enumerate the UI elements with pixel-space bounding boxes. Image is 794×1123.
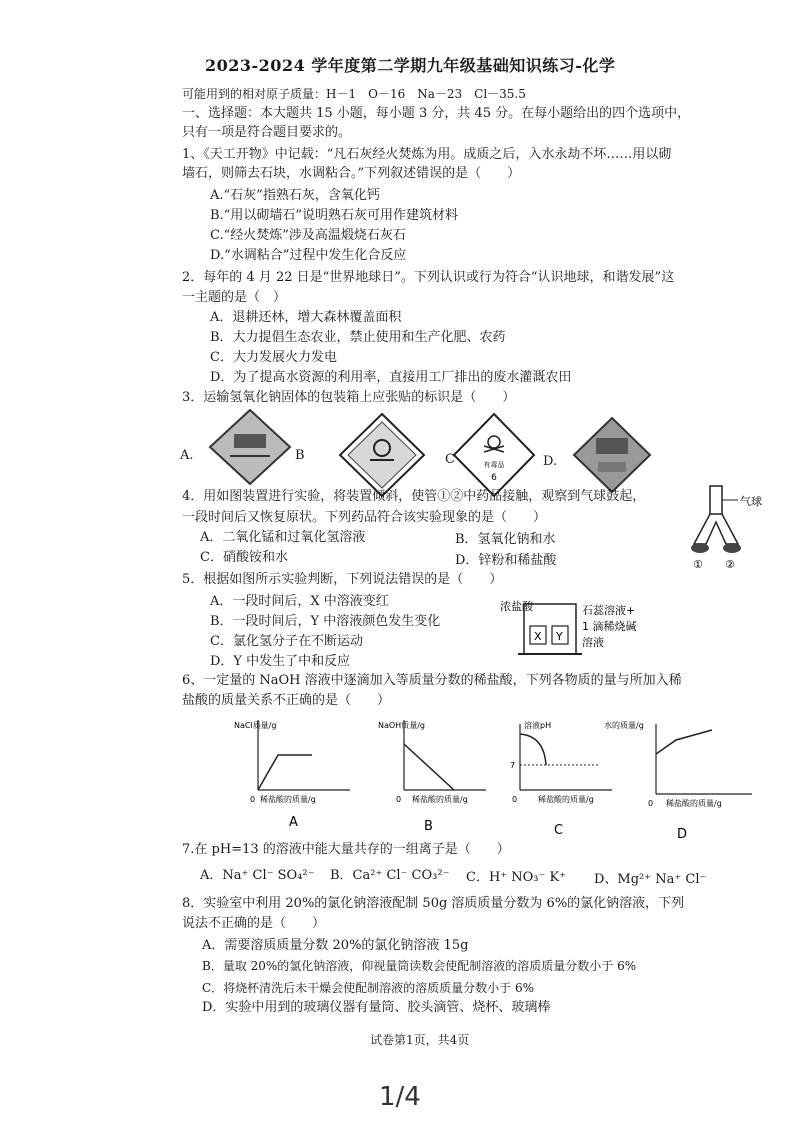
q6-stem-line2: 盐酸的质量关系不正确的是（ ） bbox=[182, 693, 391, 708]
q7-stem: 7.在 pH=13 的溶液中能大量共存的一组离子是（ ） bbox=[182, 842, 510, 857]
graph-a bbox=[234, 720, 350, 830]
graph-a-curve bbox=[258, 755, 312, 790]
q1-option-b: B.“用以砌墙石”说明熟石灰可用作建筑材料 bbox=[210, 208, 458, 223]
q1-option-d: D.“水调粘合”过程中发生化合反应 bbox=[210, 248, 407, 263]
q4-option-b: B．氢氧化钠和水 bbox=[455, 532, 556, 547]
graph-c-xlabel: 稀盐酸的质量/g bbox=[538, 795, 594, 804]
q5-option-d: D．Y 中发生了中和反应 bbox=[210, 654, 351, 669]
q5-left-label: 浓盐酸 bbox=[500, 600, 533, 613]
q2-option-a: A．退耕还林，增大森林覆盖面积 bbox=[210, 310, 402, 325]
q5-apparatus bbox=[496, 596, 696, 662]
page-footer: 试卷第1页，共4页 bbox=[370, 1033, 470, 1047]
page-indicator: 1/4 bbox=[379, 1082, 421, 1112]
graph-d bbox=[604, 720, 752, 838]
graph-a-xlabel: 稀盐酸的质量/g bbox=[260, 795, 316, 804]
section-heading-line2: 只有一项是符合题目要求的。 bbox=[182, 125, 352, 140]
q5-option-a: A．一段时间后，X 中溶液变红 bbox=[210, 594, 389, 609]
graph-c-tick-7: 7 bbox=[510, 761, 516, 770]
sign-c-number: 6 bbox=[491, 473, 497, 483]
hazard-sign-d-icon bbox=[574, 418, 650, 492]
hazard-sign-a-icon bbox=[210, 410, 290, 484]
q3-label-b: B bbox=[295, 448, 305, 463]
graph-b-xlabel: 稀盐酸的质量/g bbox=[412, 795, 468, 804]
q5-stem: 5．根据如图所示实验判断，下列说法错误的是（ ） bbox=[182, 572, 503, 587]
graph-b-origin: 0 bbox=[396, 795, 402, 804]
beaker-x-label: X bbox=[534, 630, 542, 643]
q3-label-c: C bbox=[445, 452, 455, 467]
q1-option-c: C.“经火焚炼”涉及高温煅烧石灰石 bbox=[210, 228, 406, 243]
q7-option-b: B．Ca²⁺ Cl⁻ CO₃²⁻ bbox=[330, 868, 450, 883]
q4-option-d: D．锌粉和稀盐酸 bbox=[455, 553, 557, 568]
q6-stem-line1: 6、一定量的 NaOH 溶液中逐滴加入等质量分数的稀盐酸，下列各物质的量与所加入稀 bbox=[182, 673, 682, 688]
q3-label-a: A. bbox=[180, 448, 194, 463]
q7-option-d: D、Mg²⁺ Na⁺ Cl⁻ bbox=[594, 872, 707, 887]
graph-a-origin: 0 bbox=[250, 795, 256, 804]
q8-stem-line2: 说法不正确的是（ ） bbox=[182, 916, 326, 931]
q6-graphs bbox=[0, 710, 794, 838]
q8-option-d: D．实验中用到的玻璃仪器有量筒、胶头滴管、烧杯、玻璃棒 bbox=[202, 1000, 551, 1015]
q2-stem-line2: 一主题的是（ ） bbox=[182, 290, 287, 305]
graph-c-letter: C bbox=[554, 823, 564, 838]
q7-option-c: C．H⁺ NO₃⁻ K⁺ bbox=[466, 870, 567, 885]
q5-right-label-1: 石蕊溶液+ bbox=[582, 604, 636, 617]
graph-b bbox=[378, 720, 486, 834]
section-heading-line1: 一、选择题：本大题共 15 小题，每小题 3 分，共 45 分。在每小题给出的四个选项中， bbox=[182, 106, 691, 121]
tube-1-label: ① bbox=[693, 558, 703, 571]
q4-option-c: C．硝酸铵和水 bbox=[200, 550, 288, 565]
graph-a-ylabel: NaCl质量/g bbox=[234, 721, 277, 730]
graph-c-curve bbox=[520, 734, 546, 765]
q8-option-a: A．需要溶质质量分数 20%的氯化钠溶液 15g bbox=[202, 938, 469, 953]
graph-b-ylabel: NaOH质量/g bbox=[378, 721, 425, 730]
hazard-sign-c-icon bbox=[454, 414, 534, 496]
graph-a-letter: A bbox=[289, 815, 298, 830]
q2-option-b: B．大力提倡生态农业，禁止使用和生产化肥、农药 bbox=[210, 330, 506, 345]
sign-c-label: 有毒品 bbox=[483, 461, 505, 469]
q7-option-a: A．Na⁺ Cl⁻ SO₄²⁻ bbox=[200, 868, 315, 883]
q8-stem-line1: 8．实验室中利用 20%的氯化钠溶液配制 50g 溶质质量分数为 6%的氯化钠溶液，下列 bbox=[182, 896, 685, 911]
beaker-y-label: Y bbox=[556, 630, 563, 643]
q4-stem-line2: 一段时间后又恢复原状。下列药品符合该实验现象的是（ ） bbox=[182, 510, 547, 525]
atomic-masses: 可能用到的相对原子质量：H－1 O－16 Na－23 Cl－35.5 bbox=[182, 87, 526, 101]
graph-b-curve bbox=[404, 744, 454, 790]
q2-stem-line1: 2．每年的 4 月 22 日是“世界地球日”。下列认识或行为符合“认识地球，和谐发展”这 bbox=[182, 270, 675, 285]
q2-option-d: D．为了提高水资源的利用率，直接用工厂排出的废水灌溉农田 bbox=[210, 370, 572, 385]
q5-option-c: C．氯化氢分子在不断运动 bbox=[210, 634, 363, 649]
hazard-sign-b-icon bbox=[340, 414, 424, 496]
q8-option-b: B．量取 20%的氯化钠溶液，仰视量筒读数会使配制溶液的溶质质量分数小于 6% bbox=[202, 959, 637, 973]
q1-stem-line2: 墙石，则筛去石块，水调粘合。”下列叙述错误的是（ ） bbox=[182, 166, 521, 181]
graph-d-letter: D bbox=[677, 827, 688, 838]
q2-option-c: C．大力发展火力发电 bbox=[210, 350, 337, 365]
q5-option-b: B．一段时间后，Y 中溶液颜色发生变化 bbox=[210, 614, 441, 629]
q5-right-label-3: 溶液 bbox=[582, 636, 604, 649]
q3-stem: 3．运输氢氧化钠固体的包装箱上应张贴的标识是（ ） bbox=[182, 390, 516, 405]
graph-d-origin: 0 bbox=[648, 799, 654, 808]
q4-apparatus bbox=[676, 482, 786, 574]
q8-option-c: C．将烧杯清洗后未干燥会使配制溶液的溶质质量分数小于 6% bbox=[202, 981, 535, 995]
tube-2-label: ② bbox=[725, 558, 735, 571]
graph-d-xlabel: 稀盐酸的质量/g bbox=[666, 799, 722, 808]
q5-right-label-2: 1 滴稀烧碱 bbox=[582, 620, 637, 633]
q1-option-a: A.“石灰”指熟石灰，含氧化钙 bbox=[210, 188, 380, 203]
balloon-label: 气球 bbox=[740, 495, 762, 508]
graph-c bbox=[510, 720, 612, 838]
q4-stem-line1: 4．用如图装置进行实验，将装置倾斜，使管①②中药品接触，观察到气球鼓起， bbox=[182, 489, 646, 504]
q1-stem-line1: 1、《天工开物》中记载：“凡石灰经火焚炼为用。成质之后，入水永劫不坏……用以砌 bbox=[182, 147, 672, 162]
graph-d-curve bbox=[656, 730, 712, 754]
page-title: 2023-2024 学年度第二学期九年级基础知识练习-化学 bbox=[205, 56, 616, 75]
graph-c-ylabel: 溶液pH bbox=[524, 721, 552, 730]
q4-option-a: A．二氧化锰和过氧化氢溶液 bbox=[200, 530, 366, 545]
graph-c-origin: 0 bbox=[512, 795, 518, 804]
graph-d-ylabel: 水的质量/g bbox=[604, 721, 644, 730]
q3-label-d: D. bbox=[543, 454, 558, 469]
graph-b-letter: B bbox=[424, 819, 433, 834]
